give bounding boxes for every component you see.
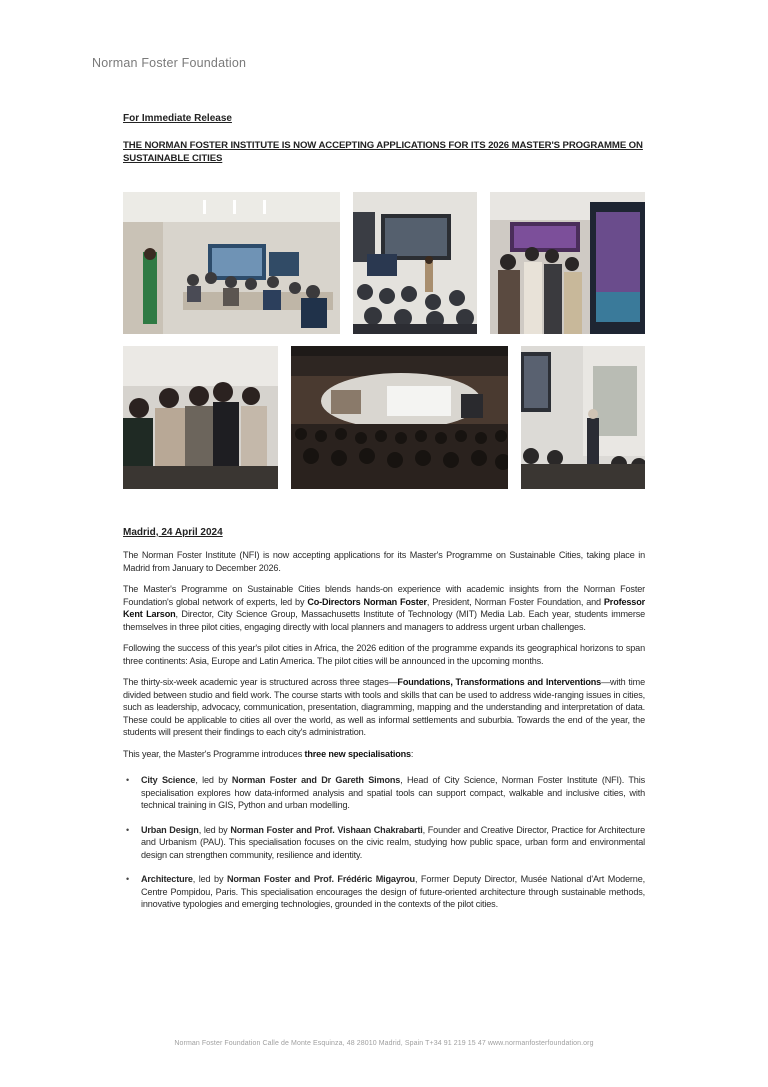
paragraph-programme bbox=[123, 583, 645, 633]
specialisation-leads: Norman Foster and Prof. Vishaan Chakrabarti bbox=[230, 824, 423, 835]
text-span: The thirty-six-week academic year is structured across three stages— bbox=[123, 677, 398, 687]
paragraph-specialisations-intro bbox=[123, 748, 645, 761]
paragraph-structure bbox=[123, 676, 645, 739]
text-span: This year, the Master's Programme introduces bbox=[123, 748, 305, 759]
text-span: , President, Norman Foster Foundation, and bbox=[426, 596, 604, 607]
photo-collage bbox=[123, 192, 645, 489]
text-span: —with time divided between studio and field work. The course starts with tools and skills that can be used to address wide-ranging issues in cities, such as leadership, advocacy, communication, presentation, diagramming, mapping and the understanding and interpretation of data. These could be applicable to cities all over the world, as well as informal settlements and suburbia. Towards the end of the year, the students will present their findings to each city's administration. bbox=[123, 677, 645, 737]
photo-speaker-presentation bbox=[521, 346, 645, 489]
photo-lecture-with-screens bbox=[353, 192, 477, 334]
photo-digital-wall-discussion bbox=[490, 192, 645, 334]
specialisation-name: City Science bbox=[141, 775, 196, 785]
bold-kent-larson: Professor Kent Larson bbox=[123, 596, 645, 619]
bold-three-specialisations: three new specialisations bbox=[304, 748, 411, 759]
brand-header: Norman Foster Foundation bbox=[92, 56, 247, 70]
text-span: , led by bbox=[192, 874, 227, 884]
specialisation-leads: Norman Foster and Prof. Frédéric Migayrou bbox=[226, 874, 415, 884]
paragraph-pilot-cities: Following the success of this year's pilot cities in Africa, the 2026 edition of the programme expands its geographical horizons to span three continents: Asia, Europe and Latin America. The pilot cities will be announced in the upcoming months. bbox=[123, 643, 645, 666]
text-span: , Director, City Science Group, Massachusetts Institute of Technology (MIT) Media Lab. Each year, students immerse themselves in three pilot cities, engaging directly with local planners and managers to address urgent urban challenges. bbox=[123, 609, 646, 632]
headline: THE NORMAN FOSTER INSTITUTE IS NOW ACCEPTING APPLICATIONS FOR ITS 2026 MASTER'S PROGRAMME ON SUSTAINABLE CITIES bbox=[123, 140, 643, 164]
text-span: , led by bbox=[198, 824, 231, 835]
specialisation-city-science bbox=[123, 774, 645, 812]
text-span: : bbox=[410, 748, 414, 759]
article-body bbox=[123, 527, 645, 923]
bullet-icon: • bbox=[126, 824, 130, 835]
paragraph-intro: The Norman Foster Institute (NFI) is now accepting applications for its Master's Programme on Sustainable Cities, taking place in Madrid from January to December 2026. bbox=[123, 550, 645, 573]
bullet-icon: • bbox=[126, 775, 130, 785]
photo-classroom-session bbox=[123, 192, 340, 334]
photo-auditorium-event bbox=[291, 346, 508, 489]
specialisation-name: Urban Design bbox=[141, 824, 199, 835]
release-header bbox=[123, 113, 645, 165]
specialisation-architecture bbox=[123, 873, 645, 911]
specialisation-leads: Norman Foster and Dr Gareth Simons bbox=[231, 775, 401, 785]
page-footer: Norman Foster Foundation Calle de Monte Esquinza, 48 28010 Madrid, Spain T+34 91 219 15 47 www.normanfosterfoundation.org bbox=[174, 1040, 594, 1047]
specialisation-name: Architecture bbox=[141, 874, 193, 884]
text-span: The Master's Programme on Sustainable Cities blends hands-on experience with academic insights from the Norman Foster Foundation's global network of experts, led by bbox=[123, 584, 645, 607]
bold-co-directors: Co-Directors Norman Foster bbox=[307, 596, 427, 607]
specialisation-urban-design bbox=[123, 824, 645, 862]
release-label: For Immediate Release bbox=[123, 113, 232, 124]
dateline: Madrid, 24 April 2024 bbox=[123, 527, 223, 538]
bullet-icon: • bbox=[126, 874, 130, 884]
specialisation-list bbox=[123, 774, 645, 911]
text-span: , led by bbox=[195, 775, 232, 785]
bold-stages: Foundations, Transformations and Interventions bbox=[397, 677, 602, 687]
text-span: , Former Deputy Director, Musée National d'Art Moderne, Centre Pompidou, Paris. This specialisation encourages the design of future-oriented architecture through sustainable methods, innovative typologies and emerging technologies, grounded in the contexts of the pilot cities. bbox=[141, 874, 645, 909]
text-span: , Founder and Creative Director, Practice for Architecture and Urbanism (PAU). This specialisation focuses on the civic realm, studying how public space, urban form and environmental design can strengthen community, resilience and identity. bbox=[141, 824, 645, 860]
text-span: , Head of City Science, Norman Foster Institute (NFI). This specialisation explores how data-informed analysis and spatial tools can support compact, walkable and inclusive cities, with technical training in GIS, Python and urban modelling. bbox=[141, 775, 645, 810]
photo-students-group bbox=[123, 346, 278, 489]
